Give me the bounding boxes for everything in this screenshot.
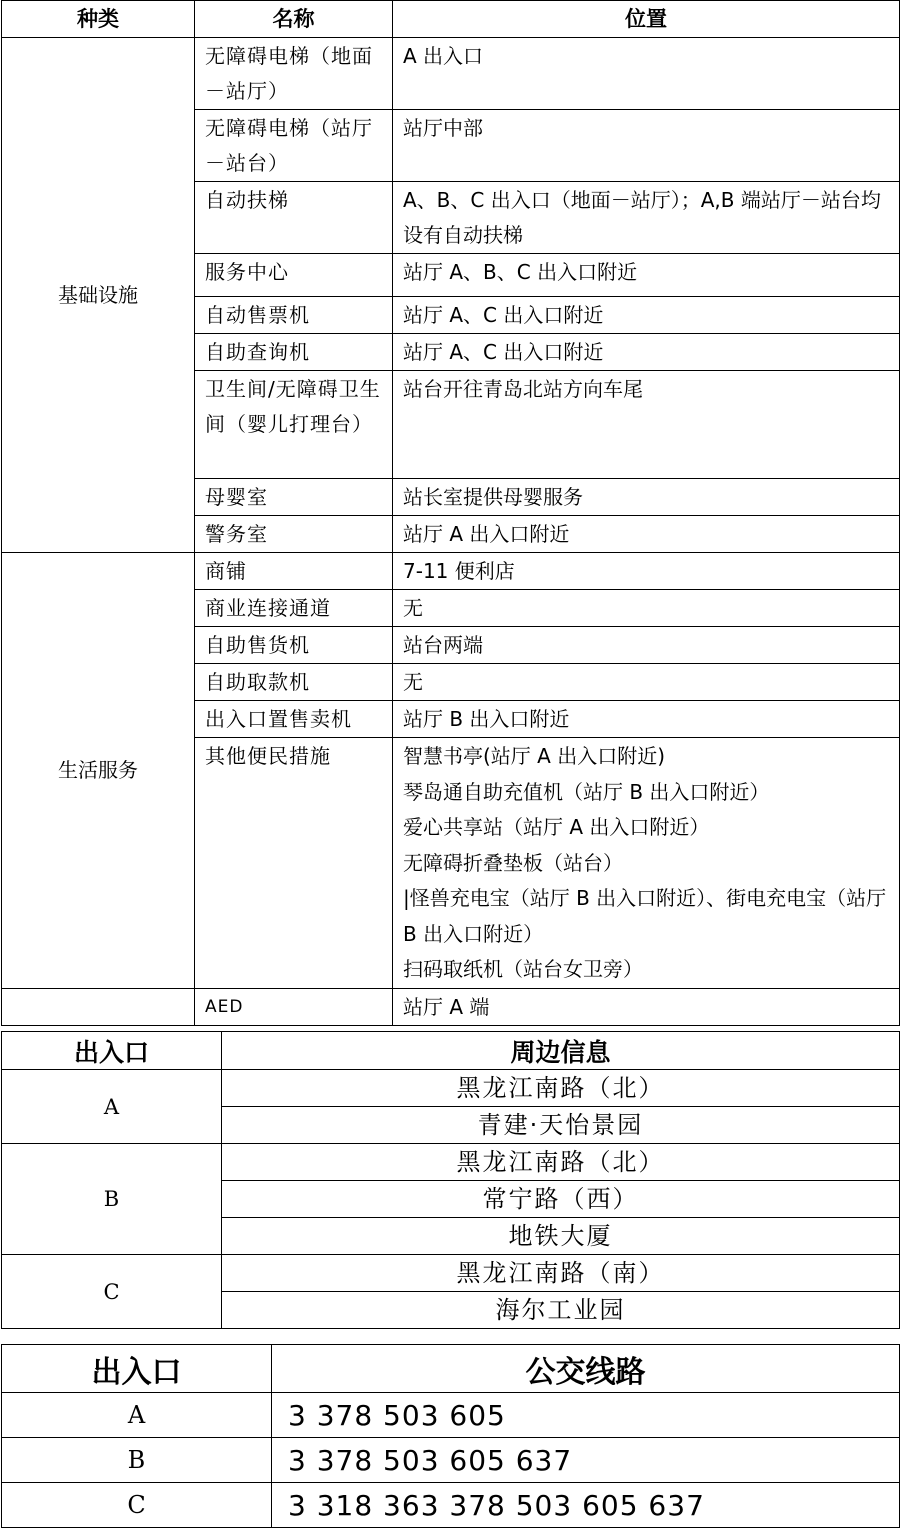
category-cell-empty: [2, 988, 195, 1025]
facility-location: 站厅 A、B、C 出入口附近: [393, 254, 900, 297]
header-location: 位置: [393, 1, 900, 38]
gate-cell: B: [2, 1144, 222, 1255]
gate-cell: A: [2, 1070, 222, 1144]
facility-location: 站厅 A 端: [393, 988, 900, 1025]
facility-name: 服务中心: [195, 254, 393, 297]
list-item: 扫码取纸机（站台女卫旁）: [403, 957, 643, 981]
facility-location: 站厅 A、C 出入口附近: [393, 334, 900, 371]
category-cell: 生活服务: [2, 553, 195, 989]
facility-location: 无: [393, 590, 900, 627]
table-row: [2, 1070, 900, 1107]
bus-lines-table: [1, 1344, 900, 1528]
surrounding-info: 地铁大厦: [222, 1218, 900, 1255]
facility-location: 站厅 B 出入口附近: [393, 701, 900, 738]
header-name: 名称: [195, 1, 393, 38]
facility-name: 商业连接通道: [195, 590, 393, 627]
surrounding-info: 黑龙江南路（北）: [222, 1144, 900, 1181]
gate-cell: A: [2, 1393, 272, 1438]
facility-name: 自动售票机: [195, 297, 393, 334]
table-row: [2, 553, 900, 590]
gate-cell: B: [2, 1438, 272, 1483]
bus-lines: 3 378 503 605: [272, 1393, 900, 1438]
list-item: |怪兽充电宝（站厅 B 出入口附近）、街电充电宝（站厅 B 出入口附近）: [403, 886, 887, 946]
table-row: [2, 38, 900, 110]
list-item: 无障碍折叠垫板（站台）: [403, 850, 623, 875]
header-info: 周边信息: [222, 1032, 900, 1070]
facility-location: 无: [393, 664, 900, 701]
facility-location: 站台开往青岛北站方向车尾: [393, 371, 900, 479]
facility-location: 站台两端: [393, 627, 900, 664]
list-item: 爱心共享站（站厅 A 出入口附近）: [403, 815, 710, 839]
table-row: [2, 1255, 900, 1292]
facility-name: 出入口置售卖机: [195, 701, 393, 738]
table-row: [2, 1393, 900, 1438]
facilities-table: [1, 0, 900, 1026]
facility-name: 其他便民措施: [195, 738, 393, 989]
header-lines: 公交线路: [272, 1345, 900, 1393]
table-row: [2, 1144, 900, 1181]
facility-name: 自助查询机: [195, 334, 393, 371]
facility-location: 站厅 A、C 出入口附近: [393, 297, 900, 334]
facility-location: 站厅中部: [393, 110, 900, 182]
surroundings-table: [1, 1031, 900, 1329]
facility-name: 母婴室: [195, 479, 393, 516]
table-row: [2, 1483, 900, 1528]
facility-name: 无障碍电梯（站厅－站台）: [195, 110, 393, 182]
facility-location: 站厅 A 出入口附近: [393, 516, 900, 553]
category-cell: 基础设施: [2, 38, 195, 553]
facility-name: 卫生间/无障碍卫生间（婴儿打理台）: [195, 371, 393, 479]
table-row: [2, 988, 900, 1025]
facility-location: A、B、C 出入口（地面－站厅）；A,B 端站厅－站台均设有自动扶梯: [393, 182, 900, 254]
surrounding-info: 海尔工业园: [222, 1292, 900, 1329]
facility-location: 站长室提供母婴服务: [393, 479, 900, 516]
surrounding-info: 常宁路（西）: [222, 1181, 900, 1218]
facility-location: 7-11 便利店: [393, 553, 900, 590]
surrounding-info: 黑龙江南路（北）: [222, 1070, 900, 1107]
surroundings-header-row: [2, 1032, 900, 1070]
surrounding-info: 青建·天怡景园: [222, 1107, 900, 1144]
facility-name: AED: [195, 988, 393, 1025]
gate-cell: C: [2, 1483, 272, 1528]
facility-name: 自动扶梯: [195, 182, 393, 254]
facility-name: 商铺: [195, 553, 393, 590]
gate-cell: C: [2, 1255, 222, 1329]
facility-name: 自助售货机: [195, 627, 393, 664]
header-gate: 出入口: [2, 1032, 222, 1070]
facilities-header-row: [2, 1, 900, 38]
facility-name: 无障碍电梯（地面－站厅）: [195, 38, 393, 110]
facility-name: 警务室: [195, 516, 393, 553]
list-item: 琴岛通自助充值机（站厅 B 出入口附近）: [403, 779, 770, 804]
facility-location-list: [393, 738, 900, 989]
facility-name: 自助取款机: [195, 664, 393, 701]
surrounding-info: 黑龙江南路（南）: [222, 1255, 900, 1292]
table-row: [2, 1438, 900, 1483]
bus-header-row: [2, 1345, 900, 1393]
list-item: 智慧书亭(站厅 A 出入口附近): [403, 744, 666, 768]
bus-lines: 3 378 503 605 637: [272, 1438, 900, 1483]
header-category: 种类: [2, 1, 195, 38]
facility-location: A 出入口: [393, 38, 900, 110]
header-gate: 出入口: [2, 1345, 272, 1393]
bus-lines: 3 318 363 378 503 605 637: [272, 1483, 900, 1528]
